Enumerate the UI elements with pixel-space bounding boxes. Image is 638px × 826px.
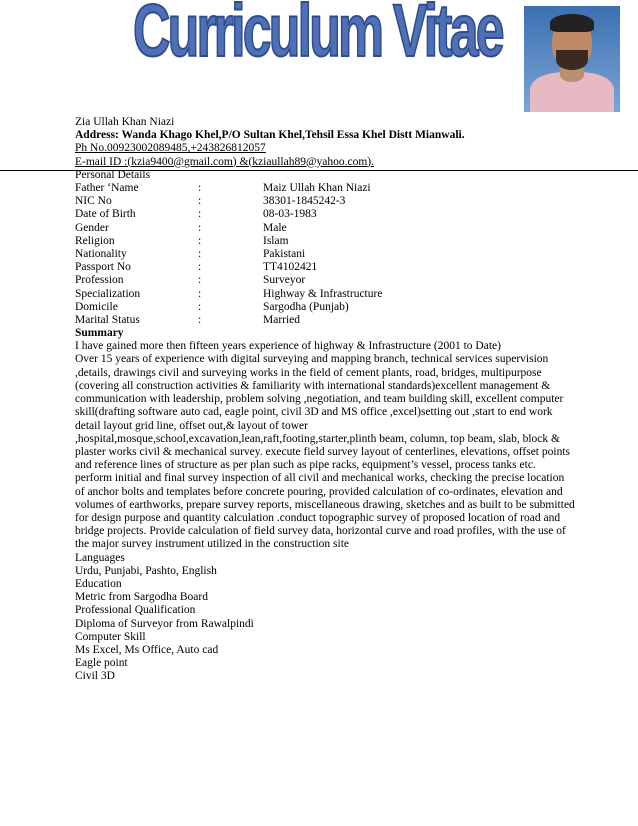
detail-colon: : bbox=[198, 274, 202, 287]
email-address: E-mail ID :(kzia9400@gmail.com) &(kziaullah89@yahoo.com). bbox=[75, 155, 375, 168]
detail-label: Passport No bbox=[75, 261, 131, 274]
detail-label: Gender bbox=[75, 221, 109, 234]
detail-value: Male bbox=[263, 221, 287, 234]
professional-qualification-heading: Professional Qualification bbox=[75, 604, 196, 617]
detail-value: Maiz Ullah Khan Niazi bbox=[263, 182, 371, 195]
detail-colon: : bbox=[198, 261, 202, 274]
computer-skill-heading: Computer Skill bbox=[75, 630, 146, 643]
detail-colon: : bbox=[198, 287, 202, 300]
detail-label: Marital Status bbox=[75, 313, 140, 326]
detail-value: 08-03-1983 bbox=[263, 208, 317, 221]
detail-colon: : bbox=[198, 234, 202, 247]
detail-colon: : bbox=[198, 195, 202, 208]
detail-row-marital-status bbox=[75, 314, 575, 327]
detail-colon: : bbox=[198, 313, 202, 326]
computer-skill-item: Civil 3D bbox=[75, 670, 115, 683]
detail-value: Surveyor bbox=[263, 274, 306, 287]
detail-label: Specialization bbox=[75, 287, 141, 300]
languages-value: Urdu, Punjabi, Pashto, English bbox=[75, 564, 217, 577]
detail-label: Father ‘Name bbox=[75, 182, 139, 195]
cv-body bbox=[75, 116, 575, 684]
summary-heading: Summary bbox=[75, 327, 124, 340]
detail-row-date-of-birth bbox=[75, 208, 575, 221]
profile-photo bbox=[524, 6, 620, 112]
detail-value: Pakistani bbox=[263, 247, 306, 260]
detail-row-gender bbox=[75, 222, 575, 235]
detail-value: Islam bbox=[263, 234, 289, 247]
address: Address: Wanda Khago Khel,P/O Sultan Khel,Tehsil Essa Khel Distt Mianwali. bbox=[75, 129, 465, 142]
candidate-name: Zia Ullah Khan Niazi bbox=[75, 116, 175, 128]
computer-skill-item: Eagle point bbox=[75, 657, 128, 670]
summary-intro: I have gained more then fifteen years experience of highway & Infrastructure (2001 to Date) bbox=[75, 340, 501, 353]
detail-row-profession bbox=[75, 274, 575, 287]
detail-row-religion bbox=[75, 235, 575, 248]
detail-colon: : bbox=[198, 221, 202, 234]
detail-value: 38301-1845242-3 bbox=[263, 195, 346, 208]
cv-title: Curriculum Vitae bbox=[133, 0, 502, 72]
summary-paragraph: Over 15 years of experience with digital surveying and mapping branch, technical services supervision ,details, drawings civil and surveying works in the field of cement plants, road, bridges, multipurpose (covering all construction activities & familiarity with international standards)excellent management & communication with leadership, problem solving ,negotiation, and team building skill, excellent computer skill(drafting software auto cad, eagle point, civil 3D and MS office ,excel)setting out ,start to end work detail layout grid line, offset out,& layout of tower ,hospital,mosque,school,excavation,lean,raft,footing,starter,plinth beam, column, top beam, slab, block & plaster works civil & mechanical survey. execute field survey layout of centerlines, elevations, offset points and reference lines of structure as per plan such as pipe racks, equipment’s vessel, process tanks etc. perform initial and final survey inspection of all civil and mechanical works, checking the precise location of anchor bolts and templates before concrete pouring, provided calculation of co-ordinates, elevation and volumes of earthworks, prepare survey reports, miscellaneous drawing, sketches and as built to be submitted for design purpose and quantity calculation .conduct topographic survey of proposed location of road and bridge projects. Provide calculation of field survey data, horizontal curve and road profiles, with the use of the major survey instrument utilized in the construction site bbox=[75, 353, 575, 551]
detail-label: Religion bbox=[75, 234, 115, 247]
detail-label: Date of Birth bbox=[75, 208, 136, 221]
languages-heading: Languages bbox=[75, 551, 125, 564]
detail-label: NIC No bbox=[75, 195, 112, 208]
detail-colon: : bbox=[198, 208, 202, 221]
detail-value: Highway & Infrastructure bbox=[263, 287, 383, 300]
phone-number: Ph No.00923002089485,+243826812057 bbox=[75, 142, 266, 155]
professional-qualification-value: Diploma of Surveyor from Rawalpindi bbox=[75, 617, 254, 630]
personal-details-table bbox=[75, 182, 575, 327]
detail-row-passport-no bbox=[75, 261, 575, 274]
detail-label: Nationality bbox=[75, 247, 127, 260]
education-heading: Education bbox=[75, 577, 122, 590]
detail-value: TT4102421 bbox=[263, 261, 318, 274]
computer-skill-item: Ms Excel, Ms Office, Auto cad bbox=[75, 643, 219, 656]
detail-colon: : bbox=[198, 182, 202, 195]
detail-row-nic-no bbox=[75, 195, 575, 208]
detail-colon: : bbox=[198, 300, 202, 313]
personal-details-heading: Personal Details bbox=[75, 168, 151, 181]
detail-row-nationality bbox=[75, 248, 575, 261]
detail-value: Married bbox=[263, 313, 301, 326]
detail-colon: : bbox=[198, 247, 202, 260]
detail-label: Profession bbox=[75, 274, 124, 287]
education-value: Metric from Sargodha Board bbox=[75, 591, 208, 604]
detail-value: Sargodha (Punjab) bbox=[263, 300, 349, 313]
detail-row-father-name bbox=[75, 182, 575, 195]
detail-row-domicile bbox=[75, 301, 575, 314]
detail-row-specialization bbox=[75, 288, 575, 301]
detail-label: Domicile bbox=[75, 300, 118, 313]
